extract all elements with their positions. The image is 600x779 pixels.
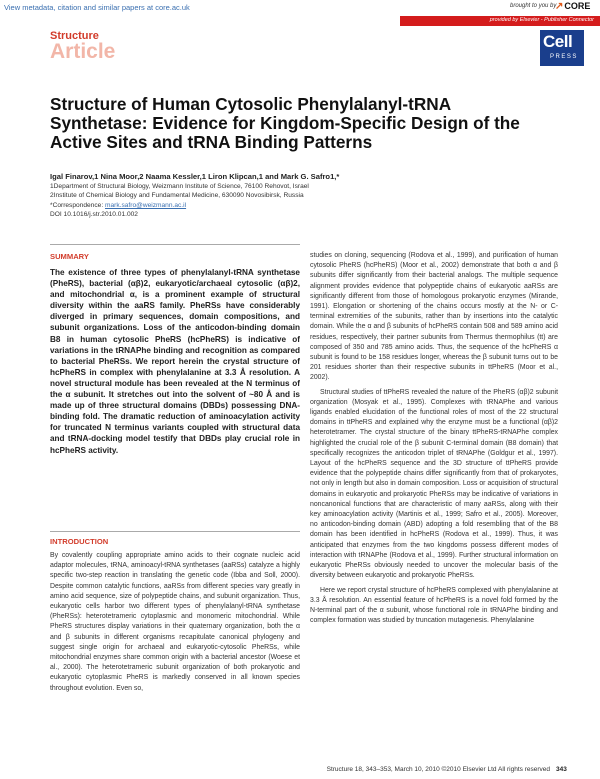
correspondence-email[interactable]: mark.safro@weizmann.ac.il	[104, 202, 187, 209]
body-paragraph-1: studies on cloning, sequencing (Rodova et al., 1999), and purification of human cytosolic PheRS (hcPheRS) (Moor et al., 2002) demonstrate that both α and β subunits differ significantly from their bacterial analogs. The multiple sequence alignment provides evidence that polypeptide chains of eukaryotic aaRSs are significantly different from those of homologous prokaryotic enzymes (Mirande, 1991). Elongation or shortening of the chains occurs mostly at the N- or C-terminal extremities of the subunits, rather than by insertions into the catalytic domain. While the α and β subunits of hcPheRS contain 508 and 589 amino acid residues, respectively, their partner subunits from Thermus thermophilus (tt) are composed of 350 and 785 amino acids. Thus, the sequence of the hcPheRS α subunit is found to be 158 residues longer, whereas the β subunit turns out to be 201 residues shorter than their respective subunits in ttPheRS (Moor et al., 2002).	[310, 252, 558, 382]
summary-divider	[50, 244, 300, 245]
body-paragraph-2: Structural studies of ttPheRS revealed the nature of the PheRS (αβ)2 subunit organization (Mosyak et al., 1995). Complexes with tRNAPhe and various ligands enabled elucidation of the functional roles of most of the 22 structural domains in ttPheRS and explained why the enzyme must be a functional (αβ)2 heterotetramer. The crystal structure of the binary ttPheRS-tRNAPhe complex highlighted the crucial role of the β subunit C-terminal domain (B8 domain) that specifically recognizes the anticodon triplet of tRNAPhe (Goldgur et al., 1997). Layout of the hcPheRS sequence and the 3D structure of ttPheRS provide evidence that the polypeptide chains differ significantly from that of prokaryotes, not only in length but also in domain composition. Loss or acquisition of structural domains in eukaryotic and prokaryotic PheRSs may be indicative of variations in noncanonical functions that are characteristic of many aaRSs, along with their key aminoacylation activity (Martinis et al., 1999; Safro et al., 2005). Moreover, no anticodon-binding domain (ABD) adopting a fold resembling that of the B8 domain has been identified in hcPheRS (Rodova et al., 1999). Thus, it was anticipated that enzymes from the two kingdoms possess different modes of interaction with tRNAPhe (Rodova et al., 1999). Further structural information on eukaryotic PheRSs obviously needed to uncover the molecular basis of the diversity between eukaryotic and prokaryotic PheRSs.	[310, 388, 558, 580]
introduction-text: By covalently coupling appropriate amino acids to their cognate nucleic acid adaptor molecules, tRNA, aminoacyl-tRNA synthetases (aaRSs) catalyze a highly specific two-step reaction in translating the genetic code (Ibba and Soll, 2000). Despite common catalytic functions, aaRSs from different species vary greatly in amino acid sequence, size of polypeptide chains, and subunit organization. Thus, eukaryotic cells harbor two different types of phenylalanyl-tRNA synthetase (PheRSs): heterotetrameric cytoplasmic and monomeric mitochondrial. While PheRS structures display variations in their quaternary organization, both the α and β subunits in different organisms recapitulate canonical phylogeny and suggest single origin for archaeal and eukaryotic-cytosolic PheRSs, while mitochondrial enzymes share common origin with a bacterial ancestor (Woese et al., 2000). The heterotetrameric subunit organization of both prokaryotic and eukaryotic cytoplasmic PheRS is markedly conserved in all known species throughout evolution. Even so,	[50, 552, 300, 692]
provider-text: provided by Elsevier - Publisher Connector	[489, 17, 594, 23]
correspondence-label: *Correspondence:	[50, 202, 105, 209]
body-paragraph-3: Here we report crystal structure of hcPheRS complexed with phenylalanine at 3.3 Å resolution. An essential feature of hcPheRS is a novel fold formed by the N-terminal part of the α subunit, whose functional role in tRNAPhe binding and complex formation was studied by truncation mutagenesis. Phenylalanine	[310, 586, 558, 625]
doi[interactable]: DOI 10.1016/j.str.2010.01.002	[50, 211, 138, 218]
press-logo-text: PRESS	[550, 54, 578, 60]
summary-heading: SUMMARY	[50, 252, 89, 261]
core-brand: CORE	[564, 1, 591, 11]
journal-kicker: Structure	[50, 30, 99, 42]
affiliation-1: 1Department of Structural Biology, Weizmann Institute of Science, 76100 Rehovot, Israel	[50, 183, 309, 190]
summary-text: The existence of three types of phenylalanyl-tRNA synthetase (PheRS), bacterial (αβ)2, eukaryotic/archaeal cytosolic (αβ)2, and mitochondrial α, is a prominent example of structural diversity within the aaRS family. PheRSs have considerably diverged in primary sequences, domain compositions, and subunit organizations. Loss of the anticodon-binding domain B8 in human cytosolic PheRS (hcPheRS) is indicative of variations in the tRNAPhe binding and recognition as compared to bacterial PheRSs. We report herein the crystal structure of hcPheRS in complex with phenylalanine at 3.3 Å resolution. A novel structural module has been revealed at the N terminus of the α subunit. It stretches out into the solvent of ~80 Å and is made up of three structural domains (DBDs) possessing DNA-binding fold. The dramatic reduction of aminoacylation activity for truncated N terminus variants coupled with structural data and tRNA-docking model testify that DBDs play crucial role in hcPheRS activity.	[50, 268, 300, 455]
right-column	[310, 251, 558, 630]
paper-title: Structure of Human Cytosolic Phenylalanyl-tRNA Synthetase: Evidence for Kingdom-Specific Design of the Active Sites and tRNA Binding Patterns	[50, 94, 520, 152]
cell-press-logo	[540, 30, 584, 66]
core-logo[interactable]	[555, 1, 590, 12]
core-brought-by: brought to you by	[510, 3, 557, 9]
page-number: 343	[556, 766, 567, 773]
core-arrow-icon: ↗	[555, 1, 564, 12]
correspondence	[50, 202, 186, 209]
core-metadata-link[interactable]: View metadata, citation and similar papers at core.ac.uk	[4, 3, 190, 12]
article-type: Article	[50, 40, 116, 63]
author-list: Igal Finarov,1 Nina Moor,2 Naama Kessler,1 Liron Klipcan,1 and Mark G. Safro1,*	[50, 172, 340, 181]
provider-bar	[400, 16, 600, 26]
intro-divider	[50, 531, 300, 532]
affiliation-2: 2Institute of Chemical Biology and Fundamental Medicine, 630090 Novosibirsk, Russia	[50, 192, 304, 199]
cell-logo-text: Cell	[543, 32, 573, 51]
introduction-heading: INTRODUCTION	[50, 537, 109, 546]
footer-citation: Structure 18, 343–353, March 10, 2010 ©2010 Elsevier Ltd All rights reserved	[326, 766, 550, 773]
